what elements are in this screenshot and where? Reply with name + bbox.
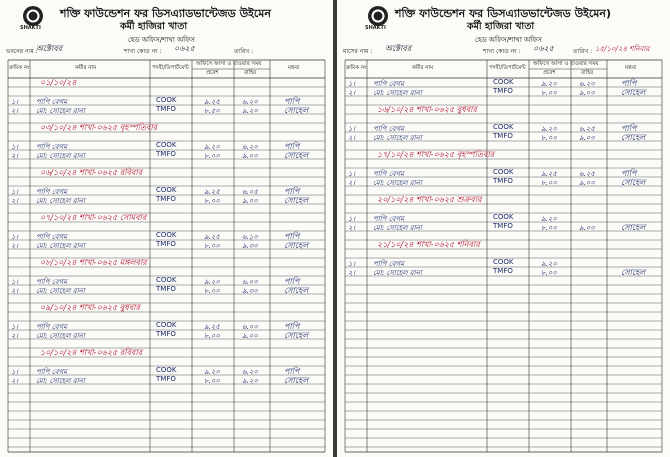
out-time-cell: ৯.০০ xyxy=(579,89,595,97)
serial-cell: ১। xyxy=(11,98,19,106)
out-time-cell: ৯.০০ xyxy=(242,197,258,205)
designation-cell: TMFO xyxy=(493,267,513,275)
branch-value: অক্টোবর xyxy=(385,44,412,53)
signature-cell: সোহেল xyxy=(284,331,309,340)
signature-cell: পাপি xyxy=(284,97,300,106)
signature-cell: সোহেল xyxy=(621,178,646,187)
header-designation: পদবী/ডিপার্টমেন্ট xyxy=(489,65,526,71)
designation-cell: COOK xyxy=(156,276,177,284)
out-time-cell: ৯.৩০ xyxy=(242,287,258,295)
signature-cell: পাপি xyxy=(284,142,300,151)
date-row: ১৭/১০/২৪ শাখা-০৬২৫ বৃহস্পতিবার xyxy=(377,150,495,159)
date-label: তারিখ : xyxy=(234,48,254,55)
date-row: ১৬/১০/২৪ শাখা-০৬২৫ বুধবার xyxy=(377,105,477,114)
designation-cell: TMFO xyxy=(156,240,176,248)
header-remarks: মন্তব্য xyxy=(288,65,300,71)
serial-cell: ১। xyxy=(348,215,356,223)
register-title: কর্মী হাজিরা খাতা xyxy=(467,21,535,32)
serial-cell: ১। xyxy=(11,233,19,241)
in-time-cell: ৮.০০ xyxy=(204,242,220,250)
in-time-cell: ৯.২০ xyxy=(541,215,557,223)
name-cell: পাপি বেগম xyxy=(36,233,67,241)
designation-cell: COOK xyxy=(493,213,514,221)
out-time-cell: ৬.১০ xyxy=(242,233,258,241)
in-time-cell: ৯.২৫ xyxy=(204,188,220,196)
header-time: অফিসে আসা ও যাওয়ার সময় xyxy=(533,61,599,67)
date-row: ২১/১০/২৪ শাখা-০৬২৫ শনিবার xyxy=(377,240,480,249)
name-cell: মো: সোহেল রানা xyxy=(373,224,422,232)
serial-cell: ১। xyxy=(11,143,19,151)
right-page xyxy=(337,0,670,457)
signature-cell: সোহেল xyxy=(284,241,309,250)
branch-label: মাসের নাম : xyxy=(343,48,373,55)
name-cell: মো: সোহেল রানা xyxy=(36,242,85,250)
out-time-cell: ৯.২০ xyxy=(242,377,258,385)
out-time-cell: ৬.২৫ xyxy=(579,125,595,133)
header-time: অফিসে আসা ও যাওয়ার সময় xyxy=(196,61,262,67)
signature-cell: পাপি xyxy=(284,277,300,286)
out-time-cell: ৯.০০ xyxy=(242,152,258,160)
out-time-cell: ৬.২০ xyxy=(579,80,595,88)
date-row: ০৩/১০/২৪ শাখা-০৬২৫ বৃহস্পতিবার xyxy=(40,123,158,132)
signature-cell: সোহেল xyxy=(621,223,646,232)
name-cell: পাপি বেগম xyxy=(373,215,404,223)
date-row: ০৬/১০/২৪ শাখা-০৬২৫ রবিবার xyxy=(40,168,143,177)
designation-cell: TMFO xyxy=(156,375,176,383)
designation-cell: COOK xyxy=(156,96,177,104)
out-time-cell: ৬.০০ xyxy=(242,323,258,331)
in-time-cell: ৯.২০ xyxy=(204,368,220,376)
out-time-cell: ৯.০০ xyxy=(579,179,595,187)
serial-cell: ১। xyxy=(11,368,19,376)
in-time-cell: ৮.০০ xyxy=(204,332,220,340)
name-cell: পাপি বেগম xyxy=(373,170,404,178)
date-label: তারিখ : xyxy=(573,48,593,55)
in-time-cell: ৮.০০ xyxy=(541,224,557,232)
in-time-cell: ৯.২০ xyxy=(204,143,220,151)
designation-cell: TMFO xyxy=(493,222,513,230)
code-value: ০৬২৫ xyxy=(174,44,195,53)
out-time-cell: ৬.২০ xyxy=(242,143,258,151)
in-time-cell: ৯.২৫ xyxy=(204,233,220,241)
header-out: বাহির xyxy=(244,70,257,76)
org-title: শক্তি ফাউন্ডেশন ফর ডিসএ্যাডভান্টেজড উইমেন xyxy=(60,7,271,20)
designation-cell: TMFO xyxy=(156,330,176,338)
serial-cell: ২। xyxy=(348,89,356,97)
designation-cell: COOK xyxy=(156,186,177,194)
name-cell: পাপি বেগম xyxy=(373,260,404,268)
signature-cell: পাপি xyxy=(284,322,300,331)
signature-cell: পাপি xyxy=(621,79,637,88)
in-time-cell: ৯.২৫ xyxy=(541,170,557,178)
name-cell: পাপি বেগম xyxy=(373,80,404,88)
name-cell: পাপি বেগম xyxy=(36,368,67,376)
register-title: কর্মী হাজিরা খাতা xyxy=(120,21,188,32)
serial-cell: ১। xyxy=(348,80,356,88)
name-cell: মো: সোহেল রানা xyxy=(373,269,422,277)
header-remarks: মন্তব্য xyxy=(625,65,637,71)
in-time-cell: ৮.৫০ xyxy=(204,107,220,115)
in-time-cell: ৮.০০ xyxy=(204,287,220,295)
office-label: হেড অফিস/শাখা অফিস xyxy=(128,36,195,44)
header-in: প্রবেশ xyxy=(206,70,219,76)
name-cell: মো: সোহেল রানা xyxy=(373,179,422,187)
in-time-cell: ৯.২০ xyxy=(541,260,557,268)
name-cell: পাপি বেগম xyxy=(36,278,67,286)
serial-cell: ২। xyxy=(348,179,356,187)
out-time-cell: ৬.২৫ xyxy=(579,170,595,178)
serial-cell: ১। xyxy=(348,125,356,133)
designation-cell: TMFO xyxy=(156,105,176,113)
designation-cell: COOK xyxy=(493,258,514,266)
name-cell: পাপি বেগম xyxy=(36,98,67,106)
in-time-cell: ৯.২০ xyxy=(541,80,557,88)
date-row: ১০/১০/২৪ শাখা-০৬২৫ রবিবার xyxy=(40,348,143,357)
date-row: ০৯/১০/২৪ শাখা-০৬২৫ বুধবার xyxy=(40,303,140,312)
code-value: ০৬২৫ xyxy=(533,44,554,53)
out-time-cell: ৬.০০ xyxy=(242,278,258,286)
name-cell: মো: সোহেল রানা xyxy=(36,197,85,205)
signature-cell: সোহেল xyxy=(284,286,309,295)
signature-cell: পাপি xyxy=(284,232,300,241)
header-serial: ক্রমিক নং xyxy=(346,65,367,71)
header-serial: ক্রমিক নং xyxy=(9,65,30,71)
in-time-cell: ৮.০০ xyxy=(541,269,557,277)
serial-cell: ২। xyxy=(11,152,19,160)
header-designation: পদবী/ডিপার্টমেন্ট xyxy=(152,65,189,71)
designation-cell: TMFO xyxy=(156,195,176,203)
serial-cell: ২। xyxy=(11,332,19,340)
date-row: ০১/১০/২৪ xyxy=(40,78,77,87)
name-cell: মো: সোহেল রানা xyxy=(36,152,85,160)
out-time-cell: ৯.০০ xyxy=(579,134,595,142)
serial-cell: ১। xyxy=(11,278,19,286)
signature-cell: সোহেল xyxy=(284,151,309,160)
serial-cell: ২। xyxy=(11,377,19,385)
name-cell: মো: সোহেল রানা xyxy=(36,377,85,385)
serial-cell: ১। xyxy=(11,188,19,196)
shakti-logo-icon: SHAKTI xyxy=(22,6,44,32)
designation-cell: COOK xyxy=(156,321,177,329)
org-title: শক্তি ফাউন্ডেশন ফর ডিসএ্যাডভান্টেজড উইমেন) xyxy=(395,7,611,20)
in-time-cell: ৯.২৫ xyxy=(204,323,220,331)
name-cell: পাপি বেগম xyxy=(36,188,67,196)
date-value: ১৫/১০/২৪ শনিবার xyxy=(595,45,650,53)
signature-cell: সোহেল xyxy=(284,196,309,205)
designation-cell: COOK xyxy=(156,231,177,239)
header-name: কর্মীর নাম xyxy=(75,65,97,71)
header-in: প্রবেশ xyxy=(543,70,556,76)
serial-cell: ২। xyxy=(11,287,19,295)
name-cell: মো: সোহেল রানা xyxy=(373,134,422,142)
in-time-cell: ৮.০০ xyxy=(541,134,557,142)
designation-cell: COOK xyxy=(156,141,177,149)
signature-cell: সোহেল xyxy=(621,133,646,142)
designation-cell: COOK xyxy=(156,366,177,374)
serial-cell: ১। xyxy=(348,260,356,268)
out-time-cell: ৯.২০ xyxy=(242,107,258,115)
date-row: ০৭/১০/২৪ শাখা-০৬২৫ সোমবার xyxy=(40,213,147,222)
out-time-cell: ৯.০০ xyxy=(579,224,595,232)
out-time-cell: ৯.০০ xyxy=(242,332,258,340)
date-row: ০৮/১০/২৪ শাখা-০৬২৫ মঙ্গলবার xyxy=(40,258,147,267)
date-row: ২০/১০/২৪ শাখা-০৬২৫ শুক্রবার xyxy=(377,195,482,204)
left-page xyxy=(0,0,333,457)
in-time-cell: ৮.০০ xyxy=(541,179,557,187)
serial-cell: ২। xyxy=(348,224,356,232)
name-cell: মো: সোহেল রানা xyxy=(36,332,85,340)
out-time-cell: ৬.০৫ xyxy=(242,188,258,196)
in-time-cell: ৯.২০ xyxy=(541,125,557,133)
branch-label: ভবনের নাম : xyxy=(6,48,38,55)
signature-cell: পাপি xyxy=(621,169,637,178)
in-time-cell: ৮.০০ xyxy=(541,89,557,97)
serial-cell: ১। xyxy=(11,323,19,331)
signature-cell: সোহেল xyxy=(284,376,309,385)
in-time-cell: ৯.২০ xyxy=(204,278,220,286)
in-time-cell: ৮.০০ xyxy=(204,152,220,160)
signature-cell: সোহেল xyxy=(284,106,309,115)
designation-cell: COOK xyxy=(493,168,514,176)
signature-cell: পাপি xyxy=(284,187,300,196)
serial-cell: ২। xyxy=(348,134,356,142)
signature-cell: সোহেল xyxy=(621,88,646,97)
designation-cell: TMFO xyxy=(156,285,176,293)
in-time-cell: ৮.০০ xyxy=(204,377,220,385)
in-time-cell: ৯.২৫ xyxy=(204,98,220,106)
code-label: শাখা কোড নং : xyxy=(483,48,521,55)
designation-cell: COOK xyxy=(493,123,514,131)
name-cell: পাপি বেগম xyxy=(373,125,404,133)
serial-cell: ২। xyxy=(11,242,19,250)
header-out: বাহির xyxy=(581,70,594,76)
name-cell: মো: সোহেল রানা xyxy=(36,107,85,115)
serial-cell: ২। xyxy=(11,197,19,205)
serial-cell: ১। xyxy=(348,170,356,178)
name-cell: পাপি বেগম xyxy=(36,323,67,331)
designation-cell: TMFO xyxy=(493,132,513,140)
name-cell: মো: সোহেল রানা xyxy=(36,287,85,295)
signature-cell: সোহেল xyxy=(621,268,646,277)
office-label: হেড অফিস/শাখা অফিস xyxy=(475,36,542,44)
out-time-cell: ৬.২০ xyxy=(242,98,258,106)
serial-cell: ২। xyxy=(348,269,356,277)
out-time-cell: ৯.৩০ xyxy=(242,242,258,250)
out-time-cell: ৬.২০ xyxy=(242,368,258,376)
signature-cell: পাপি xyxy=(621,124,637,133)
designation-cell: COOK xyxy=(493,78,514,86)
name-cell: মো: সোহেল রানা xyxy=(373,89,422,97)
serial-cell: ২। xyxy=(11,107,19,115)
designation-cell: TMFO xyxy=(493,177,513,185)
header-name: কর্মীর নাম xyxy=(412,65,434,71)
designation-cell: TMFO xyxy=(156,150,176,158)
designation-cell: TMFO xyxy=(493,87,513,95)
signature-cell: পাপি xyxy=(284,367,300,376)
in-time-cell: ৮.০০ xyxy=(204,197,220,205)
shakti-logo-icon: SHAKTI xyxy=(367,6,389,32)
branch-value: অক্টোবর xyxy=(36,44,63,53)
name-cell: পাপি বেগম xyxy=(36,143,67,151)
code-label: শাখা কোড নং : xyxy=(124,48,162,55)
